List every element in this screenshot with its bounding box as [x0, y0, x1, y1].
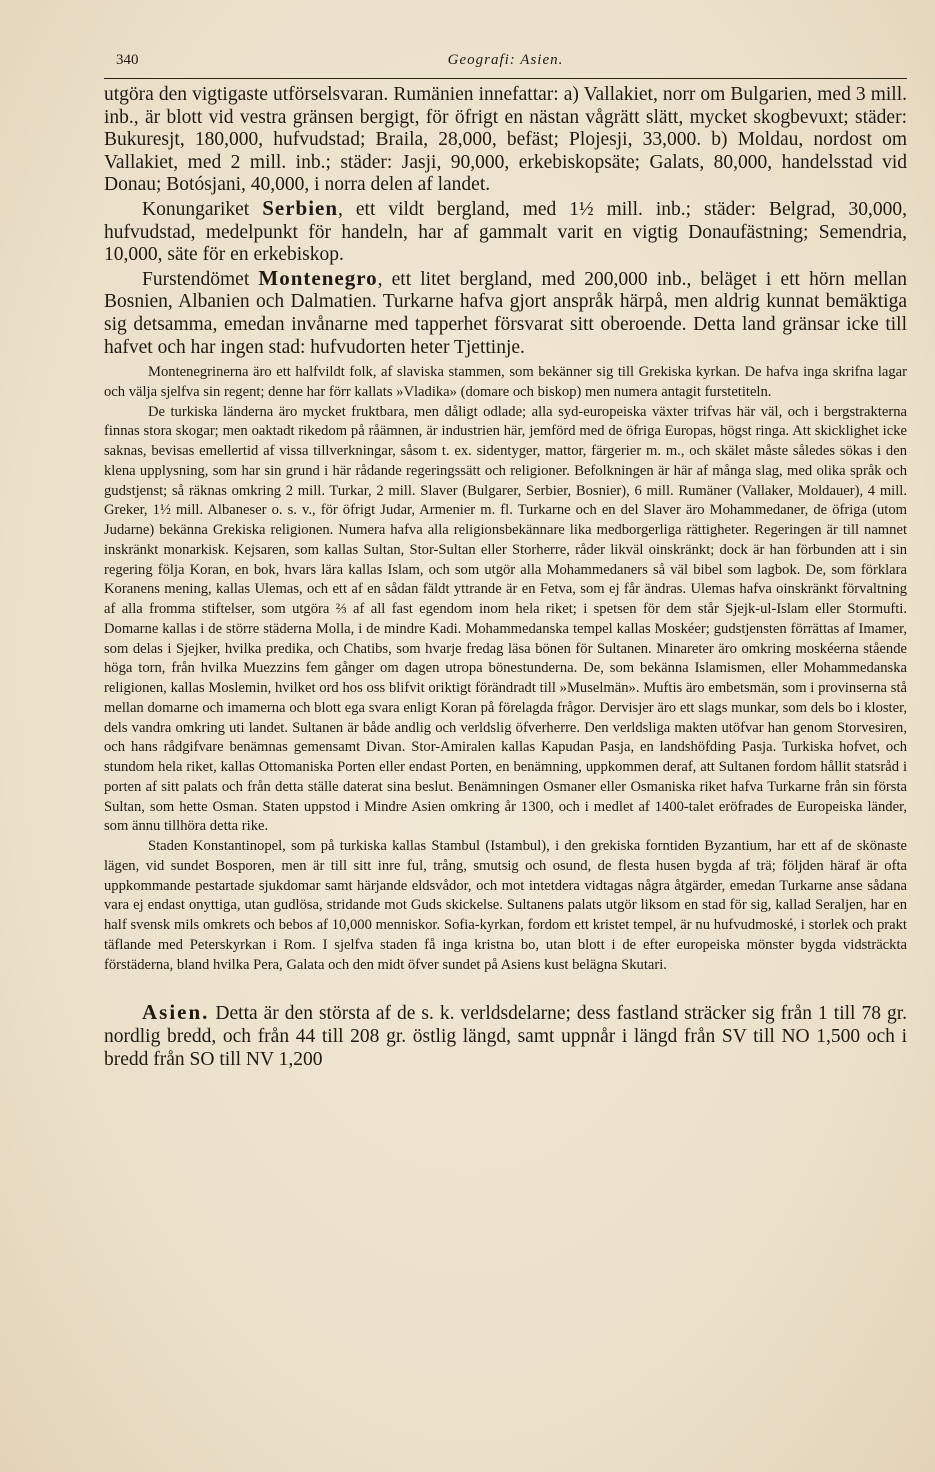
- asien-text: Detta är den största af de s. k. verldsdelarne; dess fastland sträcker sig från 1 till 78 gr. nordlig bredd, och från 44 till 208 gr. östlig längd, samt uppnår i längd från SV till NO 1,500 och i bredd från SO till NV 1,200: [104, 1003, 907, 1070]
- section-gap: [104, 975, 907, 1001]
- montenegro-heading: Montenegro: [258, 265, 378, 290]
- asien-heading: Asien.: [142, 1000, 210, 1025]
- serbien-heading: Serbien: [262, 195, 339, 220]
- paragraph-asien: [104, 1001, 907, 1071]
- paragraph-montenegro: [104, 267, 907, 359]
- montenegro-lead: Furstendömet: [142, 268, 250, 290]
- header-rule: [104, 78, 907, 79]
- paragraph-rumanien: utgöra den vigtigaste utförselsvaran. Rumänien innefattar: a) Vallakiet, norr om Bulgarien, med 3 mill. inb., är blott vid vestra gränsen bergigt, för öfrigt en nästan vågrätt slätt, mycket skogbevuxt; städer: Bukuresjt, 180,000, hufvudstad; Braila, 28,000, befäst; Plojesji, 33,000. b) Moldau, nordost om Vallakiet, med 2 mill. inb.; städer: Jasji, 90,000, erkebiskopsäte; Galats, 80,000, handelsstad vid Donau; Botósjani, 40,000, i norra delen af landet.: [104, 84, 907, 196]
- note-montenegriner: Montenegrinerna äro ett halfvildt folk, af slaviska stammen, som bekänner sig till Grekiska kyrkan. De hafva inga skrifna lagar och välja sjelfva sin regent; denne har förr kallats »Vladika» (domare och biskop) men numera antagit furstetiteln.: [104, 364, 907, 400]
- note-konstantinopel: Staden Konstantinopel, som på turkiska kallas Stambul (Istambul), i den grekiska forntiden Byzantium, har ett af de skönaste lägen, vid sundet Bosporen, men är till sitt inre ful, trång, smutsig och osund, de flesta husen bygda af trä; följden häraf är ofta uppkommande pestartade sjukdomar samt härjande eldsvådor, och mot intetdera vidtagas några åtgärder, emedan Turkarne anse sådana vara ej endast onyttiga, utan gudlösa, stridande mot Guds skickelse. Sultanens palats utgör liksom en stad för sig, kallad Seraljen, har en half svensk mils omkrets och bebos af 10,000 menniskor. Sofia-kyrkan, fordom ett kristet tempel, är nu hufvudmoské, i storlek och prakt täflande med Peterskyrkan i Rom. I sjelfva staden få inga kristna bo, utan blott i de efter europeiska mönster bygda vidsträckta förstäderna, bland hvilka Pera, Galata och den midt öfver sundet på Asiens kust belägna Skutari.: [104, 838, 907, 973]
- page-body: [104, 84, 907, 1071]
- serbien-lead: Konungariket: [142, 198, 250, 220]
- page-header: [104, 52, 907, 74]
- page-number: 340: [116, 52, 139, 68]
- note-turkiska-landerna: De turkiska länderna äro mycket fruktbara, men dåligt odlade; alla syd-europeiska växter trifvas här väl, och i bergstrakterna finnas stora skogar; men oaktadt rikedom på råämnen, är industrien här, jemförd med de öfriga Europas, högst ringa. Att skicklighet icke saknas, bevisas emellertid af vissa tillverkningar, såsom t. ex. sidentyger, mattor, färgerier m. m., och skälet måste således sökas i den klena upplysning, som har sin grund i här rådande regeringssätt och religioner. Befolkningen är här af många slag, med olika språk och gudstjenst; så räknas omkring 2 mill. Turkar, 2 mill. Slaver (Bulgarer, Serbier, Bosnier), 6 mill. Rumäner (Vallaker, Moldauer), 4 mill. Greker, 1½ mill. Albaneser o. s. v., för öfrigt Judar, Armenier m. fl. Turkarne och en del Slaver äro Mohammedaner, de öfriga (utom Judarne) bekänna Grekiska religionen. Numera hafva alla religionsbekännare lika medborgerliga rättigheter. Regeringen är till namnet inskränkt monarkisk. Kejsaren, som kallas Sultan, Stor-Sultan eller Storherre, råder likväl oinskränkt; dock är han förbunden att i sin regering följa Koran, en bok, hvars lära kallas Islam, och som utgör alla Mohammedaners så väl bibel som lagbok. De, som förklara Koranens mening, kallas Ulemas, och ett af en sådan fäldt yttrande är en Fetva, som ej får ändras. Ulemas hafva oinskränkt förvaltning af alla fromma stiftelser, som utgöra ⅔ af all fast egendom inom hela riket; i spetsen för dem står Sjejk-ul-Islam eller Stormufti. Domarne kallas i de större städerna Molla, i de mindre Kadi. Mohammedanska tempel kallas Moskéer; gudstjensten förrättas af Imamer, som delas i Sjejker, hvilka predika, och Chatibs, som hvarje fredag läsa bönen för Sultanen. Minareter äro omkring moskéerna stående höga torn, från hvilka Muezzins fem gånger om dagen utropa bönestunderna. De, som bekänna Islamismen, eller Mohammedanska religionen, kallas Moslemin, hvilket ord hos oss blifvit oriktigt förändradt till »Muselmän». Muftis äro embetsmän, som i provinserna stå mellan domarne och imamerna och blott ega svara enligt Koran på förelagda frågor. Dervisjer äro ett slags munkar, som dels bo i kloster, dels vandra omkring uti landet. Sultanen är både andlig och verldslig öfverherre. Den verldsliga makten utöfvar han genom Storvesiren, och hans rådgifvare benämnas gemensamt Divan. Stor-Amiralen kallas Kapudan Pasja, en landshöfding Pasja. Turkiska hofvet, och stundom hela riket, kallas Ottomaniska Porten eller endast Porten, en benämning, uppkommen deraf, att Sultanen fordom hållit statsråd i porten af sitt palats och från detta ställe daterat sina beslut. Benämningen Osmaner eller Osmaniska riket hafva Turkarne från sin första Sultan, som hette Osman. Staten uppstod i Mindre Asien omkring år 1300, och i medlet af 1400-talet eröfrades de Europeiska länder, som ännu tillhöra detta rike.: [104, 403, 907, 835]
- paragraph-serbien: [104, 197, 907, 267]
- montenegro-text: , ett litet bergland, med 200,000 inb., beläget i ett hörn mellan Bosnien, Albanien och Dalmatien. Turkarne hafva gjort anspråk härpå, men aldrig kunnat bemäktiga sig detsamma, emedan invånarne med tapperhet försvarat sitt oberoende. Detta land gränsar icke till hafvet och har ingen stad: hufvudorten heter Tjettinje.: [104, 268, 907, 358]
- serbien-text: , ett vildt bergland, med 1½ mill. inb.; städer: Belgrad, 30,000, hufvudstad, medelpunkt för handeln, har af gammalt varit en vigtig Donaufästning; Semendria, 10,000, säte för en erkebiskop.: [104, 198, 908, 266]
- running-head: Geografi: Asien.: [447, 52, 564, 68]
